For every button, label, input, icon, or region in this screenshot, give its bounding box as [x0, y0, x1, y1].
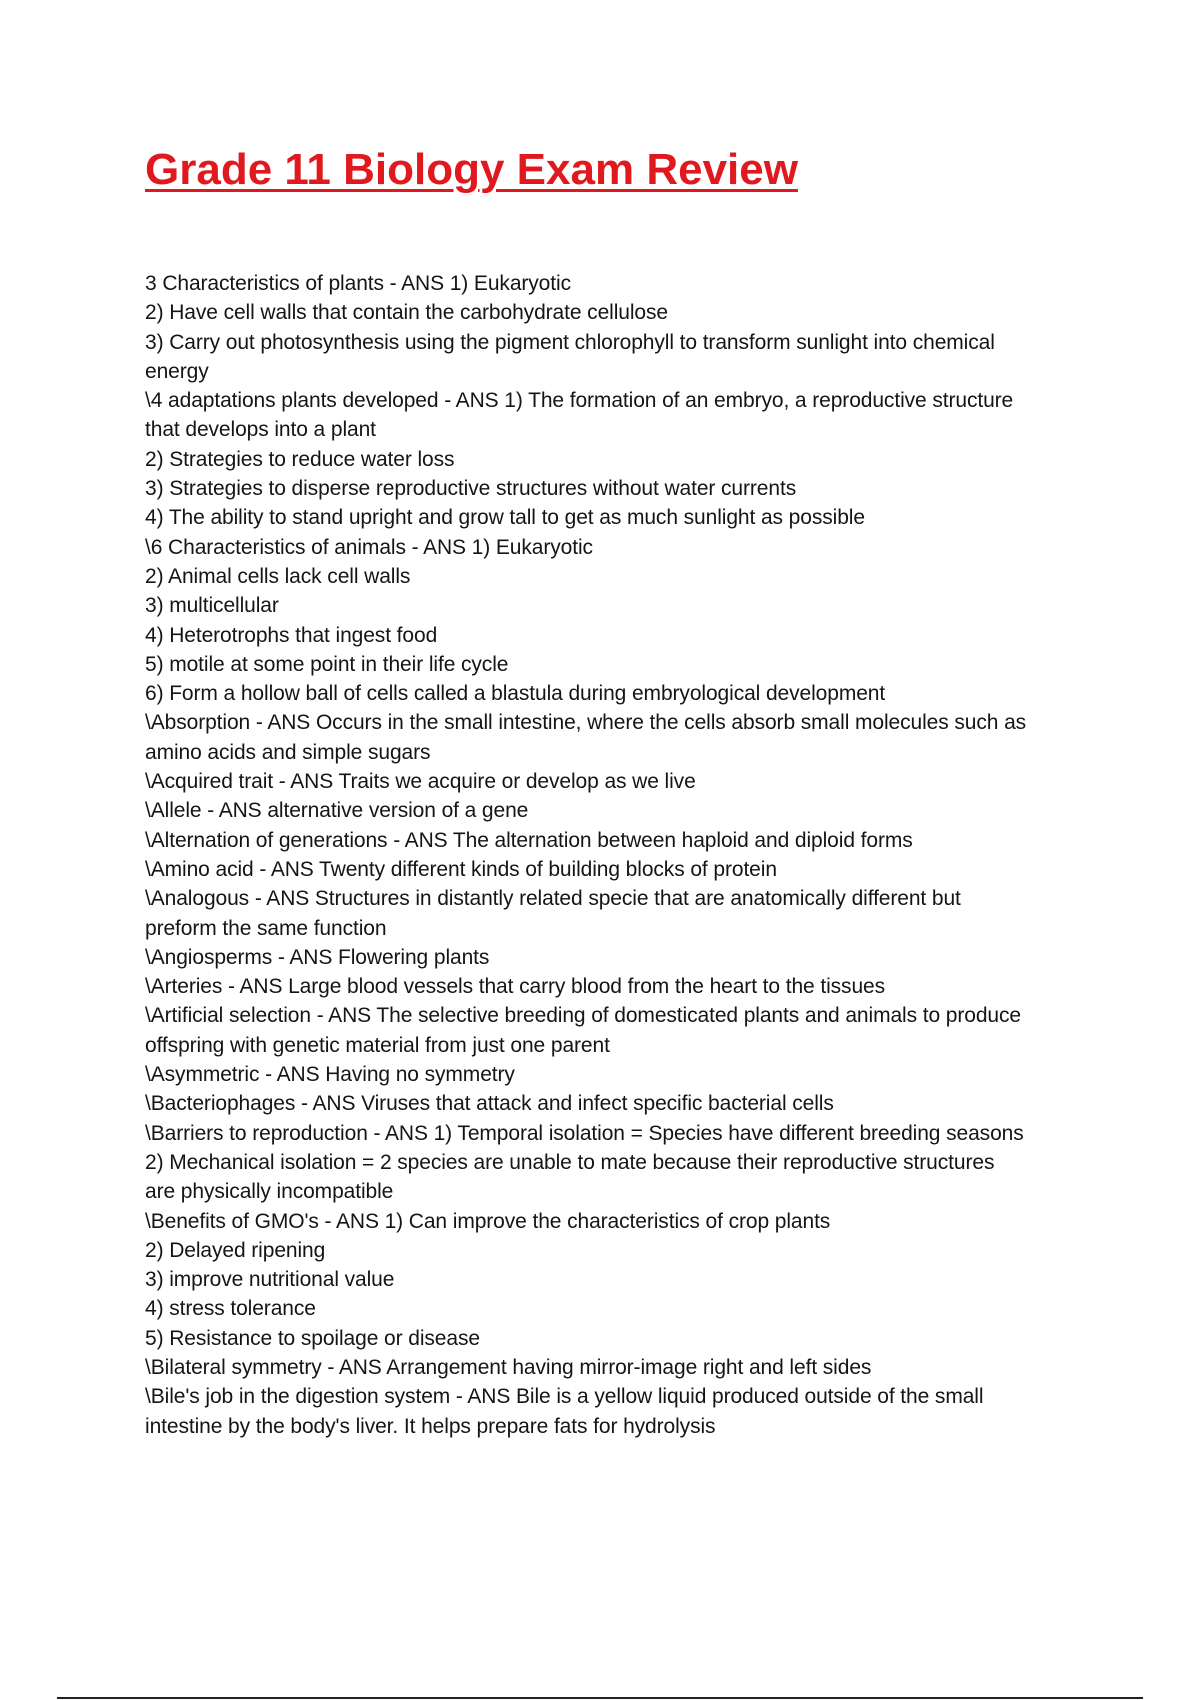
text-line: 6) Form a hollow ball of cells called a blastula during embryological development [145, 682, 886, 706]
text-line: \Amino acid - ANS Twenty different kinds of building blocks of protein [145, 857, 777, 881]
text-line: \Bile's job in the digestion system - ANS Bile is a yellow liquid produced outside of the small [145, 1385, 984, 1409]
text-line: \6 Characteristics of animals - ANS 1) Eukaryotic [145, 535, 593, 559]
text-line: 4) The ability to stand upright and grow tall to get as much sunlight as possible [145, 506, 865, 530]
text-line: offspring with genetic material from just one parent [145, 1033, 610, 1057]
text-line: \Barriers to reproduction - ANS 1) Temporal isolation = Species have different breeding seasons [145, 1121, 1024, 1145]
page-title: Grade 11 Biology Exam Review [145, 145, 798, 194]
text-line: \Allele - ANS alternative version of a gene [145, 799, 529, 823]
text-line: 5) Resistance to spoilage or disease [145, 1326, 480, 1350]
text-line: \Artificial selection - ANS The selective breeding of domesticated plants and animals to produce [145, 1004, 1021, 1028]
text-line: 2) Animal cells lack cell walls [145, 564, 411, 588]
text-line: \Acquired trait - ANS Traits we acquire or develop as we live [145, 770, 696, 794]
review-text-body [145, 269, 1105, 1441]
text-line: 3) multicellular [145, 594, 279, 618]
text-line: 2) Delayed ripening [145, 1238, 326, 1262]
text-line: \Arteries - ANS Large blood vessels that carry blood from the heart to the tissues [145, 975, 885, 999]
text-line: \Bacteriophages - ANS Viruses that attack and infect specific bacterial cells [145, 1092, 834, 1116]
text-line: that develops into a plant [145, 418, 376, 442]
text-line: \4 adaptations plants developed - ANS 1) The formation of an embryo, a reproductive structure [145, 389, 1014, 413]
text-line: intestine by the body's liver. It helps prepare fats for hydrolysis [145, 1414, 716, 1438]
text-line: \Benefits of GMO's - ANS 1) Can improve the characteristics of crop plants [145, 1209, 831, 1233]
text-line: \Angiosperms - ANS Flowering plants [145, 945, 490, 969]
text-line: 3) Carry out photosynthesis using the pigment chlorophyll to transform sunlight into chemical [145, 330, 995, 354]
text-line: \Absorption - ANS Occurs in the small intestine, where the cells absorb small molecules such as [145, 711, 1027, 735]
footer-divider [57, 1697, 1143, 1699]
text-line: preform the same function [145, 916, 387, 940]
text-line: 2) Strategies to reduce water loss [145, 447, 455, 471]
text-line: energy [145, 359, 209, 383]
text-line: \Analogous - ANS Structures in distantly related specie that are anatomically different but [145, 887, 961, 911]
text-line: \Bilateral symmetry - ANS Arrangement having mirror-image right and left sides [145, 1355, 872, 1379]
text-line: amino acids and simple sugars [145, 740, 431, 764]
text-line: \Alternation of generations - ANS The alternation between haploid and diploid forms [145, 828, 913, 852]
text-line: 3) improve nutritional value [145, 1268, 395, 1292]
text-line: 3) Strategies to disperse reproductive structures without water currents [145, 477, 797, 501]
text-line: 2) Mechanical isolation = 2 species are unable to mate because their reproductive structures [145, 1150, 995, 1174]
text-line: 2) Have cell walls that contain the carbohydrate cellulose [145, 301, 668, 325]
text-line: \Asymmetric - ANS Having no symmetry [145, 1063, 515, 1087]
text-line: are physically incompatible [145, 1180, 394, 1204]
text-line: 4) stress tolerance [145, 1297, 316, 1321]
text-line: 3 Characteristics of plants - ANS 1) Eukaryotic [145, 272, 571, 295]
text-line: 5) motile at some point in their life cycle [145, 652, 509, 676]
text-line: 4) Heterotrophs that ingest food [145, 623, 438, 647]
